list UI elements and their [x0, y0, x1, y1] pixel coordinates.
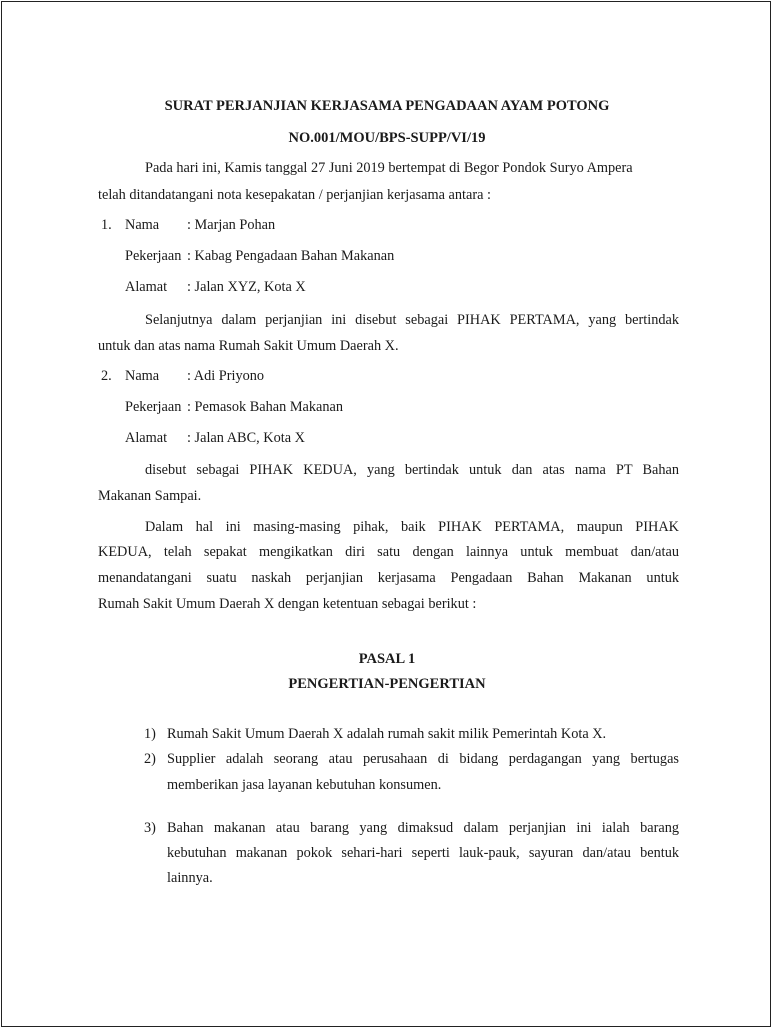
- party1-description-line-2: untuk dan atas nama Rumah Sakit Umum Daerah X.: [98, 338, 399, 354]
- definition-3-number: 3): [144, 820, 156, 836]
- intro-line-1: Pada hari ini, Kamis tanggal 27 Juni 2019 bertempat di Begor Pondok Suryo Ampera: [145, 160, 633, 176]
- party1-address-label: Alamat: [125, 279, 168, 295]
- party1-description-line-1: Selanjutnya dalam perjanjian ini disebut sebagai PIHAK PERTAMA, yang bertindak: [145, 312, 679, 328]
- document-number: NO.001/MOU/BPS-SUPP/VI/19: [288, 130, 486, 146]
- document-title: SURAT PERJANJIAN KERJASAMA PENGADAAN AYAM POTONG: [164, 98, 610, 114]
- definition-1-line-1: Rumah Sakit Umum Daerah X adalah rumah sakit milik Pemerintah Kota X.: [167, 726, 607, 742]
- definition-3-line-3: lainnya.: [167, 870, 213, 886]
- definition-2-line-1: Supplier adalah seorang atau perusahaan di bidang perdagangan yang bertugas: [167, 751, 679, 767]
- party1-name-label: Nama: [125, 217, 160, 233]
- party2-address-value: : Jalan ABC, Kota X: [187, 430, 305, 446]
- party1-name-row: [125, 216, 275, 234]
- party1-name-value: : Marjan Pohan: [187, 217, 276, 233]
- party2-name-value: : Adi Priyono: [187, 368, 265, 384]
- intro-line-2: telah ditandatangani nota kesepakatan / perjanjian kerjasama antara :: [98, 187, 491, 203]
- party2-name-row: [125, 367, 264, 385]
- party1-job-row: [125, 247, 394, 265]
- party2-number: 2.: [101, 368, 112, 384]
- party1-job-value: : Kabag Pengadaan Bahan Makanan: [187, 248, 395, 264]
- party2-description-line-1: disebut sebagai PIHAK KEDUA, yang bertindak untuk dan atas nama PT Bahan: [145, 462, 679, 478]
- party2-address-row: [125, 429, 305, 447]
- party1-number: 1.: [101, 217, 112, 233]
- definition-2-number: 2): [144, 751, 156, 767]
- party1-job-label: Pekerjaan: [125, 248, 182, 264]
- pasal-subheading: PENGERTIAN-PENGERTIAN: [288, 676, 486, 692]
- agreement-line-1: Dalam hal ini masing-masing pihak, baik PIHAK PERTAMA, maupun PIHAK: [145, 519, 679, 535]
- definition-2-line-2: memberikan jasa layanan kebutuhan konsumen.: [167, 777, 442, 793]
- agreement-line-3: menandatangani suatu naskah perjanjian kerjasama Pengadaan Bahan Makanan untuk: [98, 570, 679, 586]
- document-page: [1, 1, 771, 1027]
- party2-job-value: : Pemasok Bahan Makanan: [187, 399, 344, 415]
- party2-address-label: Alamat: [125, 430, 168, 446]
- definition-3-line-1: Bahan makanan atau barang yang dimaksud dalam perjanjian ini ialah barang: [167, 820, 679, 836]
- party2-description-line-2: Makanan Sampai.: [98, 488, 202, 504]
- pasal-heading: PASAL 1: [358, 651, 416, 667]
- party2-job-label: Pekerjaan: [125, 399, 182, 415]
- definition-1-number: 1): [144, 726, 156, 742]
- definition-3-line-2: kebutuhan makanan pokok sehari-hari seperti lauk-pauk, sayuran dan/atau bentuk: [167, 845, 679, 861]
- party2-name-label: Nama: [125, 368, 160, 384]
- party1-address-row: [125, 278, 306, 296]
- agreement-line-2: KEDUA, telah sepakat mengikatkan diri satu dengan lainnya untuk membuat dan/atau: [98, 544, 679, 560]
- agreement-line-4: Rumah Sakit Umum Daerah X dengan ketentuan sebagai berikut :: [98, 596, 477, 612]
- party1-address-value: : Jalan XYZ, Kota X: [187, 279, 306, 295]
- party2-job-row: [125, 398, 343, 416]
